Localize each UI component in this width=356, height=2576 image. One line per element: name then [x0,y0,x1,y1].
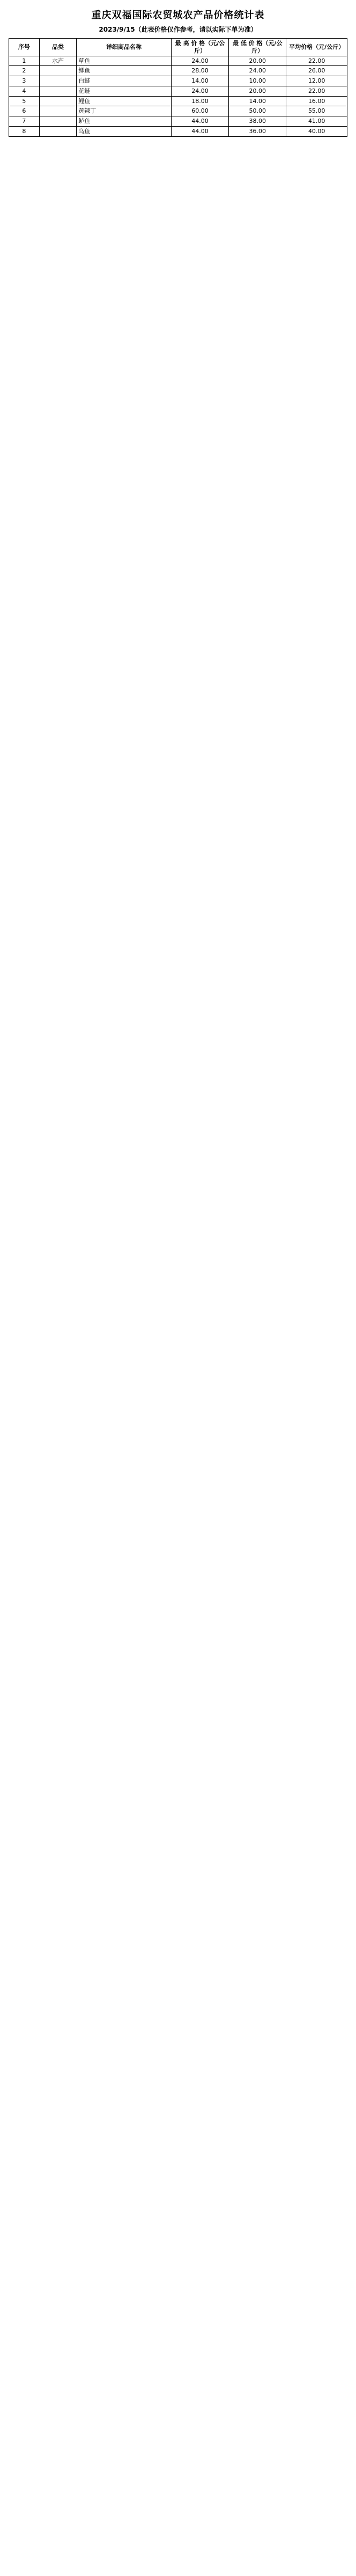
table-header-row [9,39,347,56]
cell-min: 20.00 [229,86,286,96]
table-row [9,106,347,116]
price-sheet [0,0,356,148]
cell-name: 花鲢 [77,86,172,96]
col-header-max: 最 高 价 格（元/公斤） [171,39,228,56]
cell-max: 28.00 [171,66,228,76]
page-title: 重庆双福国际农贸城农产品价格统计表 [91,10,265,21]
cell-name: 白鲢 [77,76,172,86]
cell-min: 20.00 [229,56,286,66]
cell-avg: 40.00 [286,126,347,136]
cell-name: 乌鱼 [77,126,172,136]
table-row [9,96,347,106]
cell-category [39,76,76,86]
cell-category [39,106,76,116]
cell-name: 鲤鱼 [77,96,172,106]
table-body [9,56,347,136]
cell-max: 24.00 [171,86,228,96]
cell-min: 10.00 [229,76,286,86]
cell-name: 草鱼 [77,56,172,66]
table-row [9,76,347,86]
table-row [9,56,347,66]
cell-category [39,66,76,76]
cell-min: 36.00 [229,126,286,136]
cell-avg: 22.00 [286,86,347,96]
cell-no: 1 [9,56,40,66]
cell-max: 24.00 [171,56,228,66]
cell-min: 14.00 [229,96,286,106]
cell-avg: 22.00 [286,56,347,66]
table-row [9,86,347,96]
cell-no: 7 [9,116,40,127]
cell-no: 6 [9,106,40,116]
cell-category [39,116,76,127]
cell-category [39,96,76,106]
col-header-avg: 平均价格（元/公斤） [286,39,347,56]
cell-avg: 26.00 [286,66,347,76]
cell-no: 8 [9,126,40,136]
col-header-no: 序号 [9,39,40,56]
cell-min: 24.00 [229,66,286,76]
cell-max: 44.00 [171,126,228,136]
cell-min: 38.00 [229,116,286,127]
cell-no: 4 [9,86,40,96]
cell-max: 14.00 [171,76,228,86]
cell-category [39,86,76,96]
col-header-min: 最 低 价 格（元/公斤） [229,39,286,56]
cell-max: 44.00 [171,116,228,127]
cell-category [39,126,76,136]
col-header-category: 品类 [39,39,76,56]
cell-avg: 16.00 [286,96,347,106]
cell-max: 60.00 [171,106,228,116]
table-row [9,66,347,76]
cell-category: 水产 [39,56,76,66]
cell-name: 鲈鱼 [77,116,172,127]
table-row [9,116,347,127]
date-note: 2023/9/15（此表价格仅作参考，请以实际下单为准） [99,26,257,33]
price-table [9,38,347,137]
cell-max: 18.00 [171,96,228,106]
cell-no: 2 [9,66,40,76]
table-row [9,126,347,136]
cell-name: 黄辣丁 [77,106,172,116]
cell-no: 5 [9,96,40,106]
cell-min: 50.00 [229,106,286,116]
cell-avg: 41.00 [286,116,347,127]
col-header-name: 详细商品名称 [77,39,172,56]
cell-avg: 55.00 [286,106,347,116]
cell-name: 鲫鱼 [77,66,172,76]
cell-avg: 12.00 [286,76,347,86]
cell-no: 3 [9,76,40,86]
